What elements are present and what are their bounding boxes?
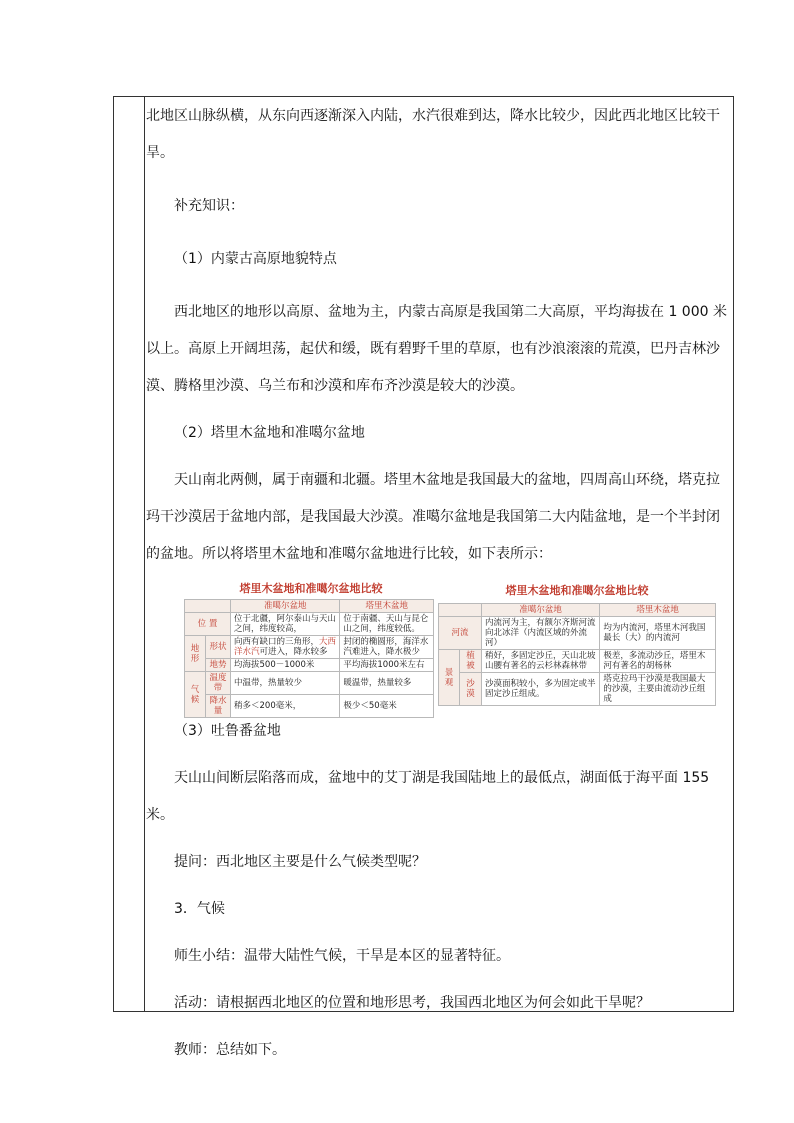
comparison-table-right [438, 603, 716, 706]
paragraph-line: 旱。 [146, 145, 174, 161]
cell-content [146, 98, 730, 1069]
group-label: 气候 [185, 672, 206, 718]
heading-3: （3）吐鲁番盆地 [174, 723, 281, 739]
table-title-left: 塔里木盆地和准噶尔盆地比较 [239, 582, 383, 595]
summary-text: 师生小结：温带大陆性气候，干旱是本区的显著特征。 [174, 948, 510, 964]
paragraph-line: 北地区山脉纵横，从东向西逐渐深入内陆，水汽很难到达，降水比较少，因此西北地区比较干 [146, 108, 720, 124]
table-cell: 位于北疆，阿尔泰山与天山之间，纬度较高， [231, 613, 340, 636]
teacher-text: 教师：总结如下。 [174, 1042, 286, 1058]
table-cell: 封闭的椭圆形，海洋水汽难进入，降水极少 [340, 636, 434, 659]
table-cell: 位于南疆、天山与昆仑山之间，纬度较低。 [340, 613, 434, 636]
table-cell: 极少＜50毫米 [340, 695, 434, 718]
row-label: 形状 [206, 636, 231, 659]
table-title-right: 塔里木盆地和准噶尔盆地比较 [505, 584, 649, 597]
table-cell: 中温带，热量较少 [231, 672, 340, 695]
activity-text: 活动：请根据西北地区的位置和地形思考，我国西北地区为何会如此干旱呢？ [174, 995, 650, 1011]
table-cell: 向西有缺口的三角形，大西洋水汽可进入，降水较多 [231, 636, 340, 659]
table-cell: 稍多＜200毫米， [231, 695, 340, 718]
column-divider [144, 97, 145, 1011]
table-cell: 极差，多流动沙丘，塔里木河有著名的胡杨林 [600, 650, 716, 673]
col-header: 准噶尔盆地 [481, 604, 599, 617]
table-cell: 平均海拔1000米左右 [340, 659, 434, 672]
table-cell: 均为内流河，塔里木河我国最长（大）的内流河 [600, 617, 716, 650]
paragraph-plateau: 西北地区的地形以高原、盆地为主，内蒙古高原是我国第二大高原，平均海拔在 1 000 米以上。高原上开阔坦荡，起伏和缓，既有碧野千里的草原，也有沙浪滚滚的荒漠，巴丹吉林沙漠、腾格里沙漠、乌兰布和沙漠和库布齐沙漠是较大的沙漠。 [146, 304, 727, 394]
row-label: 河流 [439, 617, 482, 650]
question-text: 提问：西北地区主要是什么气候类型呢？ [174, 854, 426, 870]
row-label: 地势 [206, 659, 231, 672]
comparison-figure [146, 577, 730, 716]
table-cell: 稍好，多固定沙丘，天山北坡山腰有著名的云杉林森林带 [481, 650, 599, 673]
col-header: 塔里木盆地 [340, 600, 434, 613]
col-header: 准噶尔盆地 [231, 600, 340, 613]
table-cell: 内流河为主，有额尔齐斯河流向北冰洋（内流区域的外流河） [481, 617, 599, 650]
heading-4: 3．气候 [174, 901, 225, 917]
row-label: 植被 [460, 650, 482, 673]
section-label: 补充知识： [174, 198, 244, 214]
heading-1: （1）内蒙古高原地貌特点 [174, 251, 337, 267]
table-cell: 暖温带，热量较多 [340, 672, 434, 695]
row-label: 温度带 [206, 672, 231, 695]
highlight-text: 大西洋水汽 [234, 637, 337, 657]
row-label: 沙漠 [460, 673, 482, 706]
row-label: 位 置 [185, 613, 231, 636]
group-label: 地形 [185, 636, 206, 672]
group-label: 景观 [439, 650, 460, 706]
paragraph-basins: 天山南北两侧，属于南疆和北疆。塔里木盆地是我国最大的盆地，四周高山环绕，塔克拉玛干沙漠居于盆地内部，是我国最大沙漠。准噶尔盆地是我国第二大内陆盆地，是一个半封闭的盆地。所以将塔里木盆地和准噶尔盆地进行比较，如下表所示： [146, 472, 720, 562]
col-header: 塔里木盆地 [600, 604, 716, 617]
paragraph-turpan: 天山山间断层陷落而成，盆地中的艾丁湖是我国陆地上的最低点，湖面低于海平面 155 米。 [146, 770, 710, 823]
table-cell: 均海拔500－1000米 [231, 659, 340, 672]
table-cell: 沙漠面积较小，多为固定或半固定沙丘组成。 [481, 673, 599, 706]
comparison-table-left [184, 599, 434, 718]
table-cell: 塔克拉玛干沙漠是我国最大的沙漠，主要由流动沙丘组成 [600, 673, 716, 706]
row-label: 降水量 [206, 695, 231, 718]
heading-2: （2）塔里木盆地和准噶尔盆地 [174, 425, 365, 441]
